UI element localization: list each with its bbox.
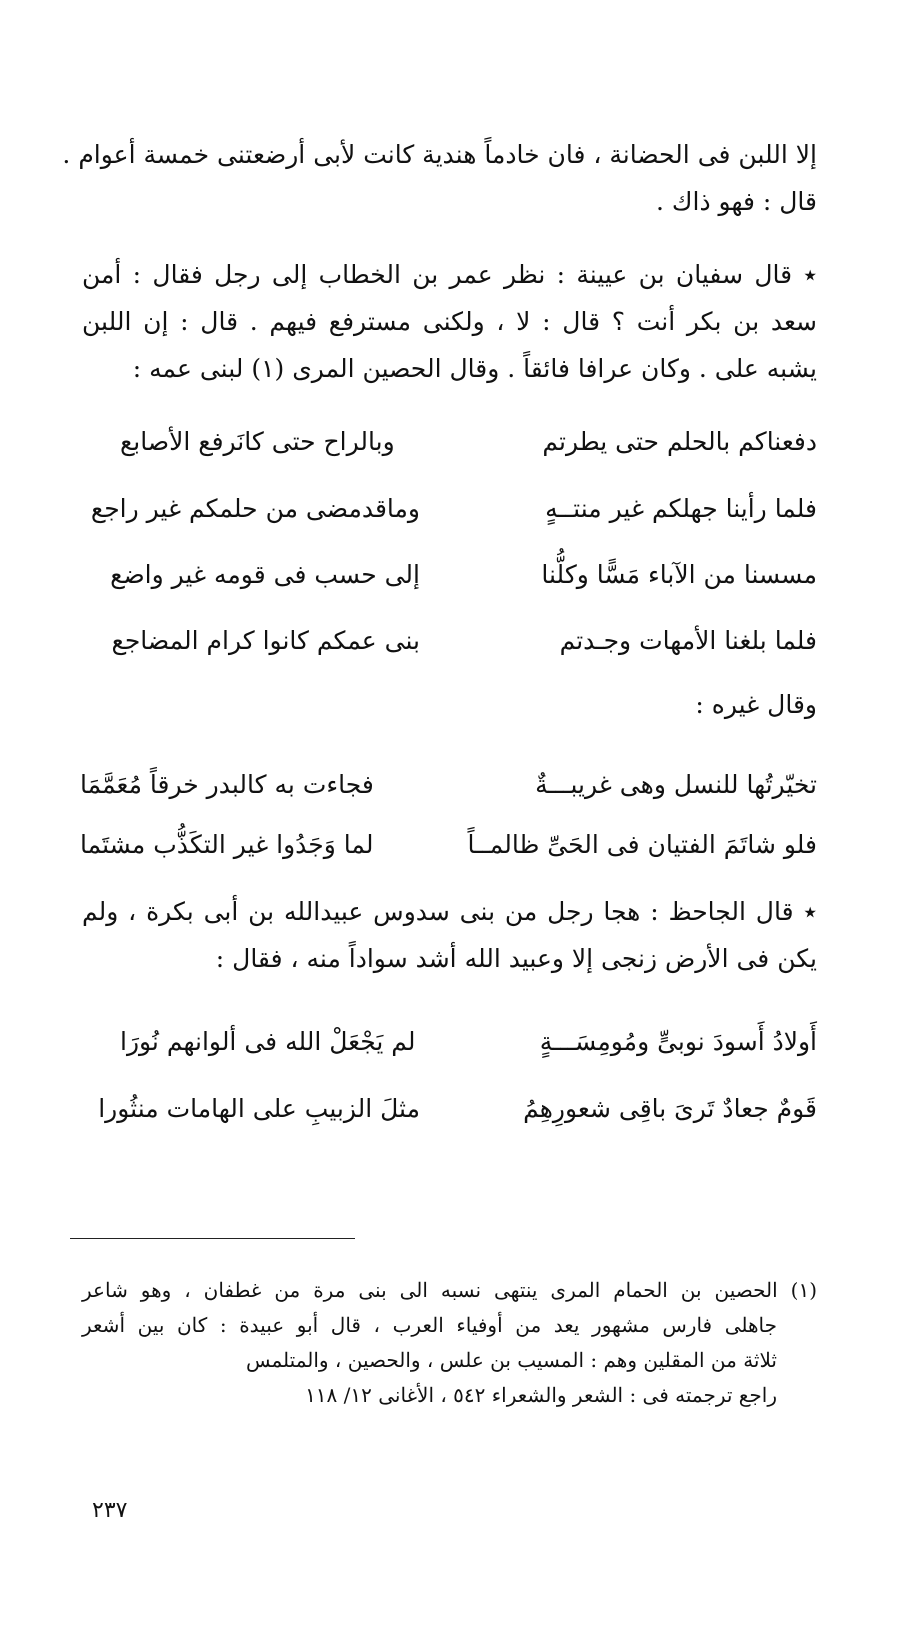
footnote-line: راجع ترجمته فى : الشعر والشعراء ٥٤٢ ، الأغانى ١٢/ ١١٨: [305, 1383, 777, 1407]
paragraph-line: يكن فى الأرض زنجى إلا وعبيد الله أشد سواداً منه ، فقال :: [215, 944, 817, 973]
verse-first-hemistich: مسسنا من الآباء مَسًّا وكلُّنا: [541, 560, 817, 589]
verse-second-hemistich: لما وَجَدُوا غير التكَذُّب مشتَما: [80, 830, 374, 859]
verse-second-hemistich: فجاءت به كالبدر خرقاً مُعَمَّمَا: [80, 770, 374, 799]
verse-first-hemistich: أَولادُ أَسودَ نوبىٍّ ومُومِسَـــةٍ: [539, 1027, 817, 1056]
paragraph-line: ٭ قال سفيان بن عيينة : نظر عمر بن الخطاب إلى رجل فقال : أمن: [82, 260, 817, 289]
verse-first-hemistich: دفعناكم بالحلم حتى يطرتم: [542, 427, 817, 456]
verse-first-hemistich: فلما رأينا جهلكم غير منتــهٍ: [545, 494, 817, 523]
verse-second-hemistich: بنى عمكم كانوا كرام المضاجع: [111, 626, 420, 655]
paragraph-line: يشبه على . وكان عرافا فائقاً . وقال الحصين المرى (١) لبنى عمه :: [132, 354, 817, 383]
footnote-divider: [70, 1238, 355, 1239]
paragraph-line: ٭ قال الجاحظ : هجا رجل من بنى سدوس عبيدالله بن أبى بكرة ، ولم: [82, 897, 817, 926]
paragraph-line: إلا اللبن فى الحضانة ، فان خادماً هندية كانت لأبى أرضعتنى خمسة أعوام .: [62, 140, 817, 169]
footnote-line: جاهلى فارس مشهور يعد من أوفياء العرب ، قال أبو عبيدة : كان بين أشعر: [82, 1313, 777, 1337]
verse-first-hemistich: تخيّرتُها للنسل وهى غريبـــةٌ: [535, 770, 817, 799]
verse-second-hemistich: إلى حسب فى قومه غير واضع: [110, 560, 420, 589]
verse-second-hemistich: مثلَ الزبيبِ على الهامات منثُورا: [98, 1094, 420, 1123]
verse-second-hemistich: لم يَجْعَلْ الله فى ألوانهم نُورَا: [120, 1027, 416, 1056]
verse-first-hemistich: فلما بلغنا الأمهات وجـدتم: [559, 626, 817, 655]
verse-first-hemistich: فلو شاتَمَ الفتيان فى الحَىِّ ظالمــاً: [467, 830, 817, 859]
verse-second-hemistich: وبالراح حتى كانَرفع الأصابع: [120, 427, 395, 456]
verse-first-hemistich: قَومٌ جعادٌ تَرىَ باقِى شعورِهِمُ: [523, 1094, 817, 1123]
poem-intro: وقال غيره :: [695, 690, 817, 719]
page-number: ٢٣٧: [92, 1498, 128, 1523]
footnote-line: (١) الحصين بن الحمام المرى ينتهى نسبه الى بنى مرة من غطفان ، وهو شاعر: [82, 1278, 817, 1302]
footnote-line: ثلاثة من المقلين وهم : المسيب بن علس ، والحصين ، والمتلمس: [245, 1348, 777, 1372]
paragraph-line: سعد بن بكر أنت ؟ قال : لا ، ولكنى مسترفع فيهم . قال : إن اللبن: [82, 307, 817, 336]
verse-second-hemistich: وماقدمضى من حلمكم غير راجع: [90, 494, 420, 523]
paragraph-line: قال : فهو ذاك .: [656, 187, 817, 216]
